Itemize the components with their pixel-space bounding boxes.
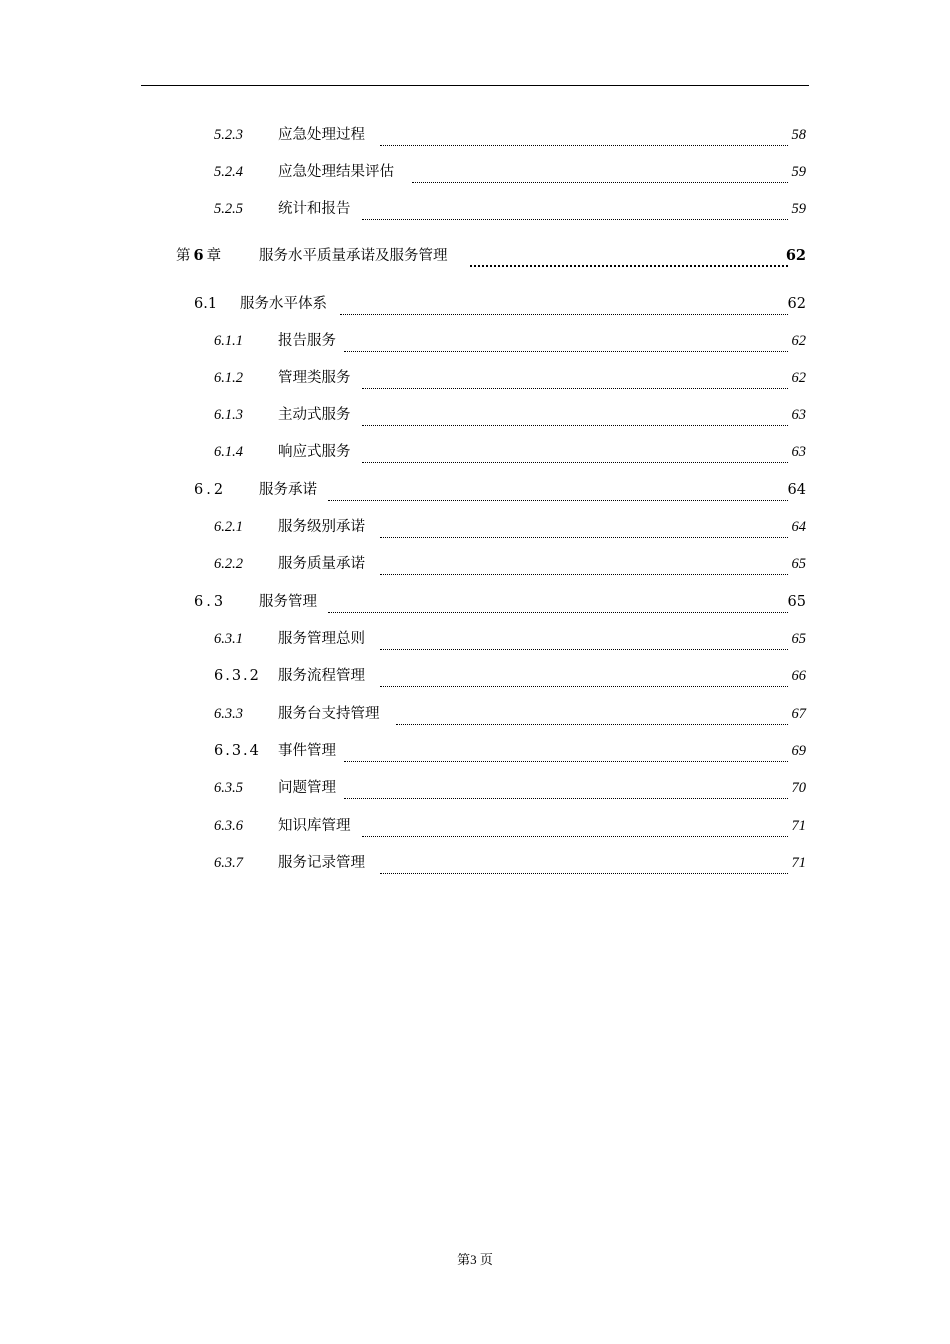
toc-page-number: 62: [787, 296, 806, 312]
toc-page-number: 59: [791, 201, 806, 217]
toc-entry[interactable]: [0, 404, 950, 426]
toc-entry[interactable]: [0, 740, 950, 762]
toc-leader-dots: [340, 293, 788, 315]
toc-entry[interactable]: [0, 330, 950, 352]
toc-title: 报告服务: [278, 330, 337, 352]
toc-page-number: 62: [791, 333, 806, 349]
toc-page-number: 58: [791, 127, 806, 143]
toc-page-number: 69: [791, 743, 806, 759]
toc-title: 管理类服务: [278, 367, 352, 389]
toc-title: 服务台支持管理: [278, 703, 381, 725]
toc-page-number: 71: [791, 818, 806, 834]
toc-entry[interactable]: [0, 777, 950, 799]
toc-number: 5.2.5: [214, 201, 243, 217]
footer-suffix: 页: [479, 1252, 493, 1267]
toc-entry[interactable]: [0, 852, 950, 874]
toc-chapter-number: [176, 245, 221, 267]
toc-number: 6.3.4: [214, 743, 261, 759]
toc-number: 6.3.6: [214, 818, 243, 834]
toc-number: 6.2.2: [214, 556, 243, 572]
toc-number: 6.3: [194, 594, 227, 610]
toc-title: 服务级别承诺: [278, 516, 366, 538]
toc-leader-dots: [380, 665, 788, 687]
toc-number: 6.1: [194, 296, 218, 312]
footer-page-number: 3: [470, 1252, 477, 1267]
toc-number: 6.3.1: [214, 631, 243, 647]
toc-leader-dots: [412, 161, 788, 183]
toc-entry[interactable]: [0, 198, 950, 220]
toc-title: 问题管理: [278, 777, 337, 799]
toc-leader-dots: [344, 777, 788, 799]
toc-page-number: 63: [791, 407, 806, 423]
toc-title: 主动式服务: [278, 404, 352, 426]
toc-entry[interactable]: [0, 591, 950, 613]
toc-page-number: 67: [791, 706, 806, 722]
toc-leader-dots: [380, 553, 788, 575]
toc-number: 6.3.2: [214, 668, 261, 684]
footer-prefix: 第: [457, 1252, 471, 1267]
toc-page-number: 71: [791, 855, 806, 871]
toc-number: 6.3.5: [214, 780, 243, 796]
toc-page-number: 64: [787, 482, 806, 498]
toc-entry[interactable]: [0, 553, 950, 575]
toc-title: 服务管理: [259, 591, 318, 613]
toc-entry[interactable]: [0, 703, 950, 725]
toc-number: 6.1.2: [214, 370, 243, 386]
toc-leader-dots: [362, 198, 788, 220]
toc-entry[interactable]: [0, 665, 950, 687]
toc-number: 6.2.1: [214, 519, 243, 535]
toc-number: 5.2.4: [214, 164, 243, 180]
toc-entry[interactable]: [0, 367, 950, 389]
toc-number: 6.1.3: [214, 407, 243, 423]
toc-entry[interactable]: [0, 124, 950, 146]
chapter-digit: 6: [193, 247, 204, 264]
toc-leader-dots: [344, 740, 788, 762]
toc-entry[interactable]: [0, 516, 950, 538]
toc-leader-dots: [328, 591, 788, 613]
toc-title: 服务管理总则: [278, 628, 366, 650]
toc-page-number: 59: [791, 164, 806, 180]
toc-number: 5.2.3: [214, 127, 243, 143]
toc-leader-dots: [362, 441, 788, 463]
toc-title: 服务流程管理: [278, 665, 366, 687]
toc-leader-dots: [362, 404, 788, 426]
toc-leader-dots: [380, 628, 788, 650]
toc-leader-dots: [380, 852, 788, 874]
toc-title: 服务记录管理: [278, 852, 366, 874]
toc-title: 应急处理过程: [278, 124, 366, 146]
toc-title: 服务承诺: [259, 479, 318, 501]
toc-entry[interactable]: [0, 293, 950, 315]
toc-entry[interactable]: [0, 815, 950, 837]
toc-page-number: 64: [791, 519, 806, 535]
toc-page-number: 63: [791, 444, 806, 460]
toc-title: 响应式服务: [278, 441, 352, 463]
toc-leader-dots: [362, 367, 788, 389]
toc-title: 应急处理结果评估: [278, 161, 395, 183]
chapter-prefix: 第: [176, 248, 191, 264]
toc-leader-dots: [396, 703, 788, 725]
toc-title: 服务水平质量承诺及服务管理: [259, 245, 449, 267]
toc-title: 服务质量承诺: [278, 553, 366, 575]
toc-number: 6.3.7: [214, 855, 243, 871]
toc-number: 6.1.1: [214, 333, 243, 349]
toc-entry[interactable]: [0, 441, 950, 463]
toc-entry[interactable]: [0, 479, 950, 501]
chapter-suffix: 章: [206, 248, 222, 264]
toc-page-number: 65: [791, 556, 806, 572]
toc-leader-dots: [362, 815, 788, 837]
page-footer: [0, 1249, 950, 1268]
toc-title: 统计和报告: [278, 198, 352, 220]
toc-page-number: 66: [791, 668, 806, 684]
toc-leader-dots: [380, 124, 788, 146]
toc-title: 服务水平体系: [240, 293, 328, 315]
toc-page-number: 62: [785, 247, 806, 264]
toc-leader-dots: [380, 516, 788, 538]
toc-number: 6.1.4: [214, 444, 243, 460]
toc-leader-dots: [470, 245, 788, 267]
toc-page-number: 65: [787, 594, 806, 610]
toc-title: 事件管理: [278, 740, 337, 762]
toc-leader-dots: [344, 330, 788, 352]
toc-leader-dots: [328, 479, 788, 501]
toc-page-number: 65: [791, 631, 806, 647]
toc-number: 6.2: [194, 482, 227, 498]
toc-number: 6.3.3: [214, 706, 243, 722]
toc-title: 知识库管理: [278, 815, 352, 837]
toc-entry[interactable]: [0, 161, 950, 183]
toc-page-number: 70: [791, 780, 806, 796]
toc-chapter-entry[interactable]: [0, 245, 950, 267]
header-rule: [141, 85, 809, 86]
toc-entry[interactable]: [0, 628, 950, 650]
toc-page-number: 62: [791, 370, 806, 386]
